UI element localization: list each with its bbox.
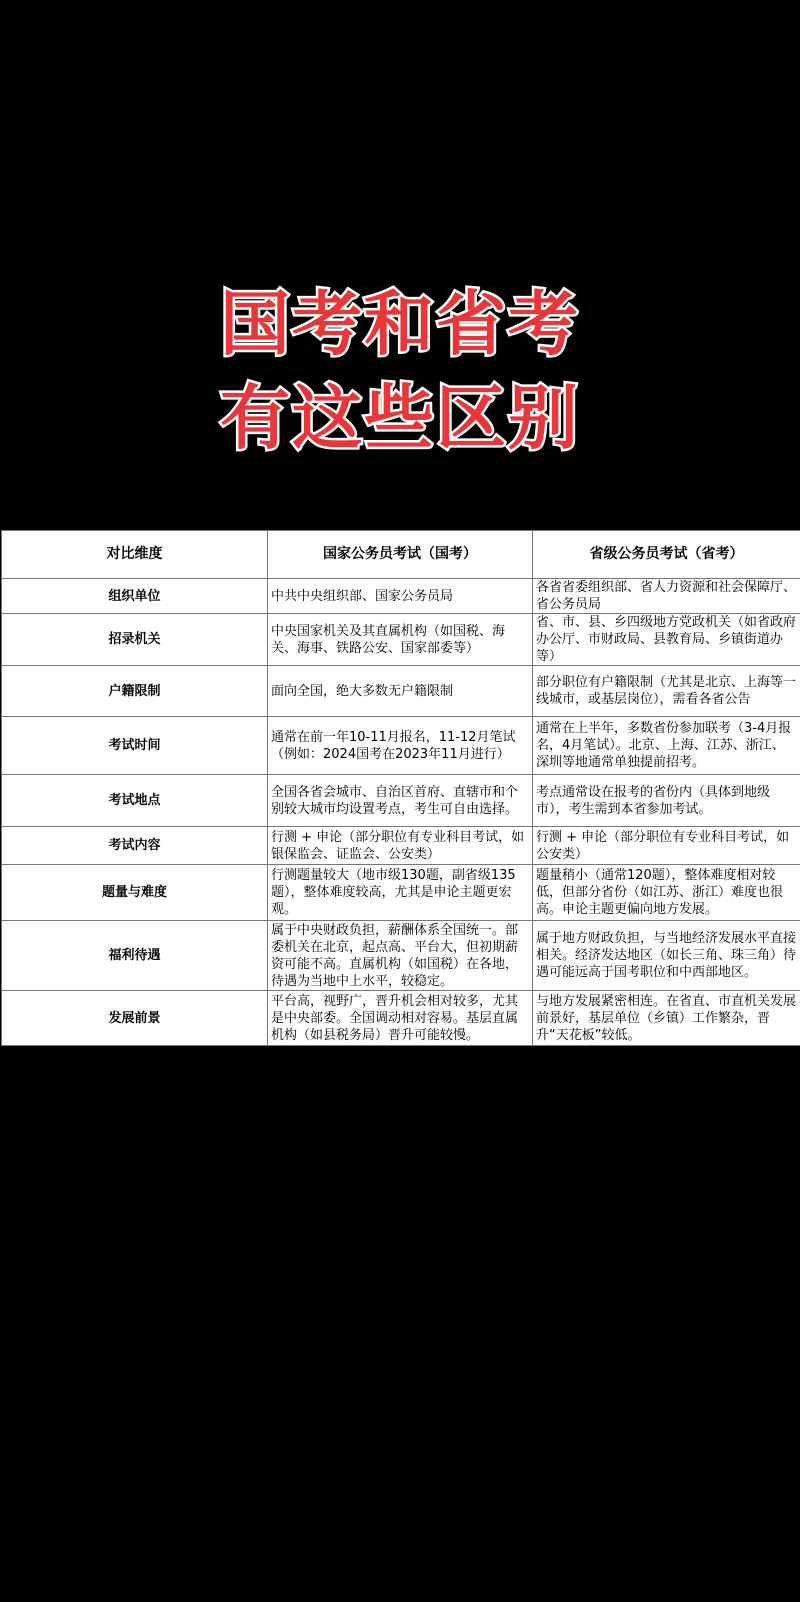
row-shengkao: 各省省委组织部、省人力资源和社会保障厅、省公务员局 xyxy=(533,579,800,614)
table-row xyxy=(2,865,800,921)
row-dimension: 题量与难度 xyxy=(2,865,268,921)
row-guokao: 通常在前一年10-11月报名，11-12月笔试（例如：2024国考在2023年11月进行） xyxy=(268,717,533,775)
row-guokao: 平台高，视野广，晋升机会相对较多，尤其是中央部委。全国调动相对容易。基层直属机构（如县税务局）晋升可能较慢。 xyxy=(268,991,533,1046)
comparison-table xyxy=(1,530,800,1046)
table-row xyxy=(2,921,800,991)
row-shengkao: 省、市、县、乡四级地方党政机关（如省政府办公厅、市财政局、县教育局、乡镇街道办等） xyxy=(533,614,800,666)
header-shengkao: 省级公务员考试（省考） xyxy=(533,531,800,579)
row-guokao: 行测题量较大（地市级130题，副省级135题），整体难度较高，尤其是申论主题更宏观。 xyxy=(268,865,533,921)
row-shengkao: 考点通常设在报考的省份内（具体到地级市），考生需到本省参加考试。 xyxy=(533,775,800,827)
row-shengkao: 与地方发展紧密相连。在省直、市直机关发展前景好，基层单位（乡镇）工作繁杂，晋升“天花板”较低。 xyxy=(533,991,800,1046)
row-dimension: 福利待遇 xyxy=(2,921,268,991)
table-row xyxy=(2,717,800,775)
row-dimension: 组织单位 xyxy=(2,579,268,614)
row-guokao: 面向全国，绝大多数无户籍限制 xyxy=(268,666,533,717)
table-row xyxy=(2,827,800,865)
title-line-2: 有这些区别 xyxy=(220,377,580,459)
row-dimension: 户籍限制 xyxy=(2,666,268,717)
title-line-1: 国考和省考 xyxy=(220,283,580,365)
row-dimension: 考试内容 xyxy=(2,827,268,865)
row-guokao: 中央国家机关及其直属机构（如国税、海关、海事、铁路公安、国家部委等） xyxy=(268,614,533,666)
table-row xyxy=(2,579,800,614)
row-shengkao: 题量稍小（通常120题），整体难度相对较低，但部分省份（如江苏、浙江）难度也很高。申论主题更偏向地方发展。 xyxy=(533,865,800,921)
row-guokao: 全国各省会城市、自治区首府、直辖市和个别较大城市均设置考点，考生可自由选择。 xyxy=(268,775,533,827)
table-row xyxy=(2,991,800,1046)
row-guokao: 属于中央财政负担，薪酬体系全国统一。部委机关在北京，起点高、平台大，但初期薪资可能不高。直属机构（如国税）在各地，待遇为当地中上水平，较稳定。 xyxy=(268,921,533,991)
row-dimension: 招录机关 xyxy=(2,614,268,666)
header-guokao: 国家公务员考试（国考） xyxy=(268,531,533,579)
row-shengkao: 部分职位有户籍限制（尤其是北京、上海等一线城市，或基层岗位），需看各省公告 xyxy=(533,666,800,717)
table-row xyxy=(2,666,800,717)
row-dimension: 考试时间 xyxy=(2,717,268,775)
row-guokao: 行测 + 申论（部分职位有专业科目考试，如银保监会、证监会、公安类） xyxy=(268,827,533,865)
table-header-row xyxy=(2,531,800,579)
table-row xyxy=(2,614,800,666)
header-dimension: 对比维度 xyxy=(2,531,268,579)
row-shengkao: 属于地方财政负担，与当地经济发展水平直接相关。经济发达地区（如长三角、珠三角）待遇可能远高于国考职位和中西部地区。 xyxy=(533,921,800,991)
row-dimension: 考试地点 xyxy=(2,775,268,827)
row-dimension: 发展前景 xyxy=(2,991,268,1046)
table-row xyxy=(2,775,800,827)
row-guokao: 中共中央组织部、国家公务员局 xyxy=(268,579,533,614)
row-shengkao: 行测 + 申论（部分职位有专业科目考试，如公安类） xyxy=(533,827,800,865)
row-shengkao: 通常在上半年，多数省份参加联考（3-4月报名，4月笔试）。北京、上海、江苏、浙江、深圳等地通常单独提前招考。 xyxy=(533,717,800,775)
